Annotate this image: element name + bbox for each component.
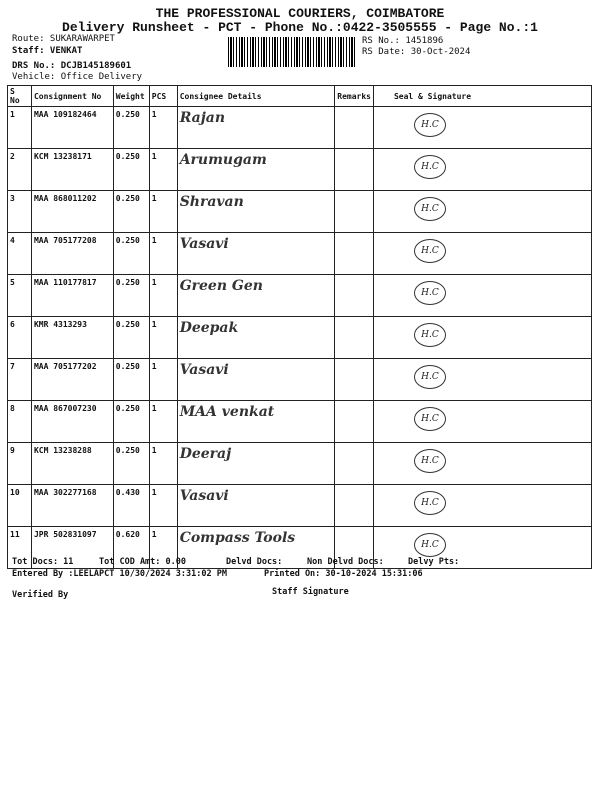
total-docs: Tot Docs: 11 (12, 557, 74, 567)
remarks (335, 275, 374, 317)
consignment-number: MAA 867007230 (31, 401, 113, 443)
table-row (8, 233, 592, 275)
weight: 0.250 (113, 107, 149, 149)
consignee-signature: MAA venkat (177, 401, 335, 443)
consignee-signature: Vasavi (177, 359, 335, 401)
column-header: PCS (149, 86, 177, 107)
remarks (335, 401, 374, 443)
remarks (335, 317, 374, 359)
column-header: Weight (113, 86, 149, 107)
drs-number: DRS No.: DCJB145189601 (12, 61, 132, 71)
printed-on: Printed On: 30-10-2024 15:31:06 (264, 569, 423, 579)
seal-cell (373, 359, 591, 401)
table-row (8, 443, 592, 485)
rs-number: RS No.: 1451896 (362, 36, 444, 46)
weight: 0.250 (113, 149, 149, 191)
consignment-number: KCM 13238171 (31, 149, 113, 191)
seal-cell (373, 191, 591, 233)
consignment-number: MAA 110177817 (31, 275, 113, 317)
seal-cell (373, 233, 591, 275)
verified-by: Verified By (12, 590, 69, 600)
serial-number: 5 (8, 275, 32, 317)
seal-stamp: H.C (414, 449, 446, 473)
table-row (8, 401, 592, 443)
consignee-signature: Deepak (177, 317, 335, 359)
seal-cell (373, 401, 591, 443)
seal-stamp: H.C (414, 281, 446, 305)
table-row (8, 275, 592, 317)
seal-stamp: H.C (414, 239, 446, 263)
table-row (8, 317, 592, 359)
serial-number: 3 (8, 191, 32, 233)
consignment-number: MAA 705177202 (31, 359, 113, 401)
serial-number: 4 (8, 233, 32, 275)
weight: 0.250 (113, 359, 149, 401)
entered-by: Entered By :LEELAPCT 10/30/2024 3:31:02 PM (12, 569, 227, 579)
serial-number: 10 (8, 485, 32, 527)
weight: 0.250 (113, 443, 149, 485)
weight: 0.250 (113, 317, 149, 359)
consignee-signature: Shravan (177, 191, 335, 233)
column-header: Remarks (335, 86, 374, 107)
consignment-number: MAA 109182464 (31, 107, 113, 149)
weight: 0.620 (113, 527, 149, 569)
seal-stamp: H.C (414, 113, 446, 137)
serial-number: 2 (8, 149, 32, 191)
seal-stamp: H.C (414, 533, 446, 557)
table-row (8, 149, 592, 191)
remarks (335, 359, 374, 401)
pieces: 1 (149, 149, 177, 191)
pieces: 1 (149, 527, 177, 569)
consignee-signature: Green Gen (177, 275, 335, 317)
remarks (335, 233, 374, 275)
consignee-signature: Arumugam (177, 149, 335, 191)
table-row (8, 191, 592, 233)
remarks (335, 443, 374, 485)
pieces: 1 (149, 359, 177, 401)
vehicle-label: Vehicle: Office Delivery (12, 72, 143, 82)
seal-stamp: H.C (414, 155, 446, 179)
column-header: Seal & Signature (373, 86, 591, 107)
remarks (335, 107, 374, 149)
table-row (8, 107, 592, 149)
seal-stamp: H.C (414, 323, 446, 347)
pieces: 1 (149, 107, 177, 149)
consignment-number: KMR 4313293 (31, 317, 113, 359)
consignee-signature: Vasavi (177, 485, 335, 527)
seal-stamp: H.C (414, 407, 446, 431)
table-row (8, 359, 592, 401)
weight: 0.430 (113, 485, 149, 527)
pieces: 1 (149, 485, 177, 527)
route-label: Route: SUKARAWARPET (12, 34, 115, 44)
consignment-number: MAA 302277168 (31, 485, 113, 527)
consignment-number: JPR 502831097 (31, 527, 113, 569)
remarks (335, 191, 374, 233)
runsheet-table (7, 85, 592, 569)
serial-number: 6 (8, 317, 32, 359)
seal-cell (373, 527, 591, 569)
weight: 0.250 (113, 233, 149, 275)
serial-number: 1 (8, 107, 32, 149)
column-header: S No (8, 86, 32, 107)
pieces: 1 (149, 191, 177, 233)
barcode (228, 37, 356, 67)
weight: 0.250 (113, 191, 149, 233)
pieces: 1 (149, 233, 177, 275)
seal-cell (373, 149, 591, 191)
seal-stamp: H.C (414, 365, 446, 389)
seal-cell (373, 107, 591, 149)
staff-label: Staff: VENKAT (12, 46, 83, 56)
weight: 0.250 (113, 275, 149, 317)
seal-cell (373, 485, 591, 527)
staff-signature: Staff Signature (272, 587, 349, 597)
pieces: 1 (149, 317, 177, 359)
seal-cell (373, 443, 591, 485)
column-header: Consignment No (31, 86, 113, 107)
consignment-number: MAA 868011202 (31, 191, 113, 233)
pieces: 1 (149, 401, 177, 443)
rs-date: RS Date: 30-Oct-2024 (362, 47, 471, 57)
serial-number: 11 (8, 527, 32, 569)
consignee-signature: Compass Tools (177, 527, 335, 569)
delivery-points: Delvy Pts: (408, 557, 460, 567)
table-header-row (8, 86, 592, 107)
weight: 0.250 (113, 401, 149, 443)
seal-cell (373, 275, 591, 317)
consignment-number: MAA 705177208 (31, 233, 113, 275)
serial-number: 8 (8, 401, 32, 443)
seal-stamp: H.C (414, 197, 446, 221)
delivered-docs: Delvd Docs: (226, 557, 283, 567)
serial-number: 7 (8, 359, 32, 401)
remarks (335, 485, 374, 527)
column-header: Consignee Details (177, 86, 335, 107)
company-title: THE PROFESSIONAL COURIERS, COIMBATORE (155, 6, 445, 21)
table-row (8, 527, 592, 569)
consignee-signature: Rajan (177, 107, 335, 149)
table-row (8, 485, 592, 527)
seal-cell (373, 317, 591, 359)
consignment-number: KCM 13238288 (31, 443, 113, 485)
remarks (335, 149, 374, 191)
pieces: 1 (149, 275, 177, 317)
consignee-signature: Deeraj (177, 443, 335, 485)
runsheet-subtitle: Delivery Runsheet - PCT - Phone No.:0422-3505555 - Page No.:1 (62, 20, 538, 35)
consignee-signature: Vasavi (177, 233, 335, 275)
serial-number: 9 (8, 443, 32, 485)
non-delivered-docs: Non Delvd Docs: (307, 557, 384, 567)
seal-stamp: H.C (414, 491, 446, 515)
pieces: 1 (149, 443, 177, 485)
total-cod: Tot COD Amt: 0.00 (99, 557, 186, 567)
